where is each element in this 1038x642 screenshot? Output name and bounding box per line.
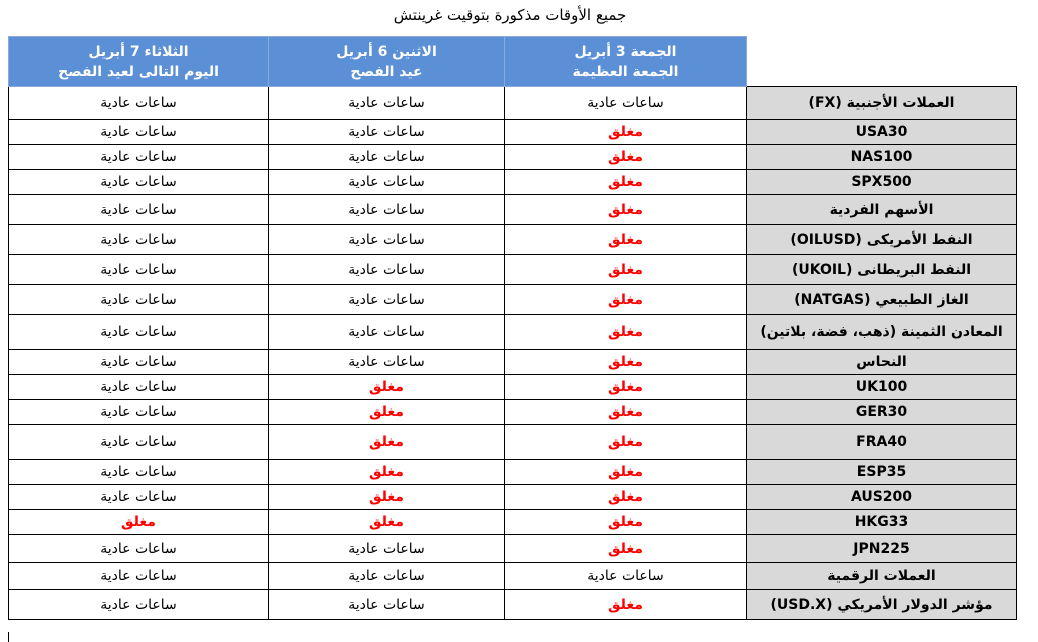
cell-monday: مغلق [269, 485, 505, 510]
cell-tuesday: ساعات عادية [9, 350, 269, 375]
cell-tuesday: ساعات عادية [9, 425, 269, 460]
cell-tuesday: ساعات عادية [9, 375, 269, 400]
cell-tuesday: ساعات عادية [9, 145, 269, 170]
table-row [9, 590, 1017, 620]
cell-friday: مغلق [505, 485, 747, 510]
cell-tuesday: ساعات عادية [9, 195, 269, 225]
instrument-name: مؤشر الدولار الأمريكي (USD.X) [747, 590, 1017, 620]
cell-friday: مغلق [505, 350, 747, 375]
instrument-name: AUS200 [747, 485, 1017, 510]
table-row [9, 375, 1017, 400]
table-row [9, 285, 1017, 315]
table-row [9, 87, 1017, 120]
table-row [9, 195, 1017, 225]
cell-monday: مغلق [269, 400, 505, 425]
instrument-name: USA30 [747, 120, 1017, 145]
cell-tuesday: ساعات عادية [9, 87, 269, 120]
cell-tuesday: ساعات عادية [9, 563, 269, 590]
cell-tuesday: ساعات عادية [9, 460, 269, 485]
page-title: جميع الأوقات مذكورة بتوقيت غرينتش [393, 6, 627, 24]
table-row [9, 350, 1017, 375]
header-monday: الاثنين 6 أبريل عيد الفصح [269, 37, 505, 87]
table-row [9, 315, 1017, 350]
cell-tuesday: ساعات عادية [9, 485, 269, 510]
cell-monday: ساعات عادية [269, 225, 505, 255]
cell-friday: مغلق [505, 315, 747, 350]
cell-monday: ساعات عادية [269, 285, 505, 315]
cell-monday: ساعات عادية [269, 315, 505, 350]
table-row [9, 400, 1017, 425]
cell-tuesday: ساعات عادية [9, 225, 269, 255]
cell-monday: ساعات عادية [269, 255, 505, 285]
header-friday: الجمعة 3 أبريل الجمعة العظيمة [505, 37, 747, 87]
table-row [9, 485, 1017, 510]
cell-tuesday: ساعات عادية [9, 170, 269, 195]
cell-friday: مغلق [505, 375, 747, 400]
cell-friday: مغلق [505, 425, 747, 460]
cell-tuesday: ساعات عادية [9, 120, 269, 145]
cell-monday: مغلق [269, 425, 505, 460]
header-instrument-blank [747, 37, 1017, 87]
table-edge [8, 632, 9, 642]
instrument-name: المعادن الثمينة (ذهب، فضة، بلاتين) [747, 315, 1017, 350]
cell-friday: مغلق [505, 400, 747, 425]
cell-friday: مغلق [505, 590, 747, 620]
instrument-name: JPN225 [747, 535, 1017, 563]
instrument-name: FRA40 [747, 425, 1017, 460]
cell-monday: ساعات عادية [269, 195, 505, 225]
table-row [9, 255, 1017, 285]
header-tuesday: الثلاثاء 7 أبريل اليوم التالى لعيد الفصح [9, 37, 269, 87]
cell-friday: ساعات عادية [505, 563, 747, 590]
cell-monday: ساعات عادية [269, 145, 505, 170]
cell-friday: مغلق [505, 510, 747, 535]
cell-monday: ساعات عادية [269, 563, 505, 590]
table-row [9, 145, 1017, 170]
instrument-name: النفط البريطانى (UKOIL) [747, 255, 1017, 285]
cell-friday: مغلق [505, 285, 747, 315]
cell-friday: مغلق [505, 535, 747, 563]
instrument-name: NAS100 [747, 145, 1017, 170]
cell-monday: ساعات عادية [269, 590, 505, 620]
cell-friday: مغلق [505, 195, 747, 225]
table-row [9, 563, 1017, 590]
instrument-name: العملات الأجنبية (FX) [747, 87, 1017, 120]
instrument-name: الغاز الطبيعي (NATGAS) [747, 285, 1017, 315]
cell-tuesday: ساعات عادية [9, 590, 269, 620]
table-row [9, 170, 1017, 195]
table-row [9, 425, 1017, 460]
cell-friday: ساعات عادية [505, 87, 747, 120]
cell-monday: مغلق [269, 460, 505, 485]
cell-monday: ساعات عادية [269, 170, 505, 195]
cell-friday: مغلق [505, 460, 747, 485]
holiday-hours-table [8, 36, 1017, 620]
instrument-name: HKG33 [747, 510, 1017, 535]
cell-monday: مغلق [269, 375, 505, 400]
table-row [9, 460, 1017, 485]
cell-tuesday: مغلق [9, 510, 269, 535]
cell-monday: مغلق [269, 510, 505, 535]
cell-friday: مغلق [505, 170, 747, 195]
instrument-name: الأسهم الفردية [747, 195, 1017, 225]
cell-friday: مغلق [505, 145, 747, 170]
cell-monday: ساعات عادية [269, 350, 505, 375]
instrument-name: النحاس [747, 350, 1017, 375]
cell-tuesday: ساعات عادية [9, 285, 269, 315]
instrument-name: النفط الأمريكى (OILUSD) [747, 225, 1017, 255]
instrument-name: ESP35 [747, 460, 1017, 485]
cell-friday: مغلق [505, 255, 747, 285]
instrument-name: UK100 [747, 375, 1017, 400]
cell-tuesday: ساعات عادية [9, 535, 269, 563]
cell-monday: ساعات عادية [269, 120, 505, 145]
table-row [9, 535, 1017, 563]
table-row [9, 510, 1017, 535]
table-row [9, 225, 1017, 255]
cell-tuesday: ساعات عادية [9, 400, 269, 425]
cell-tuesday: ساعات عادية [9, 315, 269, 350]
cell-monday: ساعات عادية [269, 535, 505, 563]
instrument-name: SPX500 [747, 170, 1017, 195]
instrument-name: العملات الرقمية [747, 563, 1017, 590]
cell-tuesday: ساعات عادية [9, 255, 269, 285]
cell-monday: ساعات عادية [269, 87, 505, 120]
cell-friday: مغلق [505, 225, 747, 255]
table-row [9, 120, 1017, 145]
cell-friday: مغلق [505, 120, 747, 145]
header-row [9, 37, 1017, 87]
instrument-name: GER30 [747, 400, 1017, 425]
